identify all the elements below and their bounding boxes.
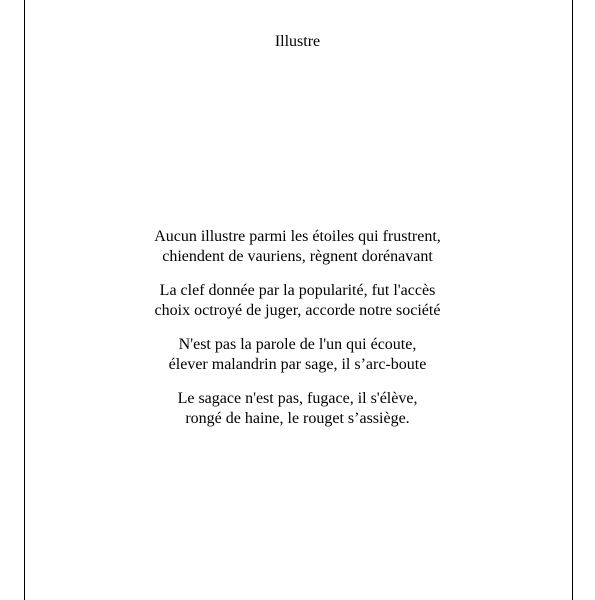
poem-line: N'est pas la parole de l'un qui écoute, [178, 336, 417, 353]
poem-title: Illustre [274, 33, 321, 50]
poem-body [0, 227, 595, 443]
poem-line: Aucun illustre parmi les étoiles qui frustrent, [154, 228, 441, 245]
poem-line: chiendent de vauriens, règnent dorénavant [162, 248, 433, 265]
stanza-3 [0, 335, 595, 375]
poem-line: choix octroyé de juger, accorde notre société [154, 302, 441, 319]
stanza-2 [0, 281, 595, 321]
poem-line: élever malandrin par sage, il s’arc-boute [168, 356, 427, 373]
poem-line: La clef donnée par la popularité, fut l'accès [159, 282, 436, 299]
stanza-1 [0, 227, 595, 267]
poem-line: rongé de haine, le rouget s’assiège. [185, 410, 410, 427]
stanza-4 [0, 389, 595, 429]
poem-line: Le sagace n'est pas, fugace, il s'élève, [177, 390, 418, 407]
